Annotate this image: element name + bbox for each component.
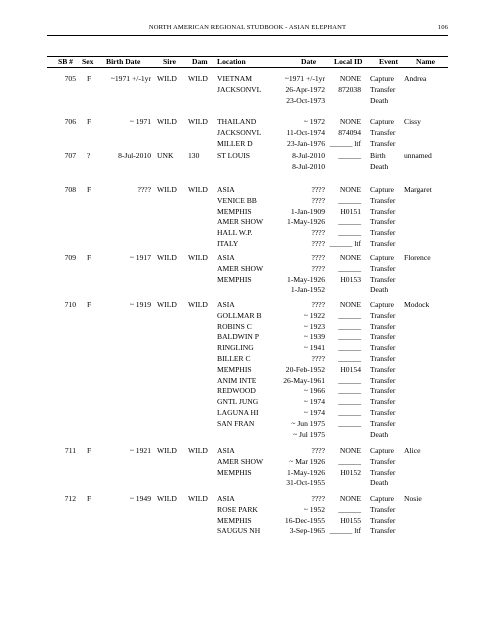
sex: F: [87, 253, 92, 262]
event-location: REDWOOD: [217, 386, 256, 396]
event-location: AMER SHOW: [217, 217, 264, 227]
event-location: SAUGUS NH: [217, 526, 261, 536]
event-local-id: H0155: [340, 515, 361, 525]
event-date: ~ 1922: [303, 310, 325, 320]
event-date: 11-Oct-1974: [286, 127, 325, 137]
sex: F: [87, 494, 92, 503]
birth-date: ~ 1971: [129, 117, 151, 126]
event-date: ????: [311, 494, 325, 503]
event-location: LAGUNA HI: [217, 408, 259, 417]
birth-date: ~1971 +/-1yr: [110, 74, 151, 83]
event-date: 23-Jan-1976: [287, 138, 325, 148]
event-type: Transfer: [370, 343, 396, 353]
event-date: ????: [311, 253, 325, 262]
event-local-id: ______: [338, 418, 361, 428]
sex: F: [87, 185, 92, 194]
event-local-id: 872038: [338, 84, 361, 94]
event-local-id: NONE: [339, 253, 361, 262]
animal-name: Andrea: [404, 74, 427, 83]
event-date: ????: [311, 239, 325, 248]
event-type: Capture: [370, 253, 395, 262]
event-date: ~ Jul 1975: [293, 429, 325, 439]
event-date: 31-Oct-1955: [286, 478, 325, 488]
event-type: Transfer: [370, 467, 396, 477]
event-date: ~ 1974: [303, 408, 325, 417]
event-location: MEMPHIS: [217, 274, 252, 284]
event-type: Capture: [370, 185, 395, 194]
event-location: JACKSONVL: [217, 127, 262, 137]
event-type: Birth: [370, 151, 386, 160]
event-location: ASIA: [217, 300, 235, 309]
event-type: Death: [370, 429, 389, 439]
sex: F: [87, 74, 92, 83]
animal-name: unnamed: [404, 151, 432, 160]
dam: WILD: [188, 117, 208, 126]
event-local-id: NONE: [339, 117, 361, 126]
event-location: ST LOUIS: [217, 151, 250, 160]
event-date: ????: [311, 185, 325, 194]
event-location: AMER SHOW: [217, 263, 264, 273]
event-local-id: ______: [338, 504, 361, 514]
col-name: Name: [416, 57, 435, 66]
event-location: GOLLMAR B: [217, 310, 262, 320]
header-title: NORTH AMERICAN REGIONAL STUDBOOK - ASIAN ELEPHANT: [148, 24, 347, 31]
sb-number: 711: [64, 446, 76, 455]
col-sire: Sire: [163, 57, 176, 66]
col-date: Date: [301, 57, 317, 66]
event-location: BILLER C: [217, 354, 251, 363]
birth-date: ~ 1917: [129, 253, 151, 262]
event-type: Transfer: [370, 84, 396, 94]
event-local-id: ______: [338, 151, 361, 160]
event-local-id: ______: [338, 408, 361, 417]
event-type: Transfer: [370, 456, 396, 466]
event-date: ~ Mar 1926: [289, 456, 325, 466]
event-local-id: NONE: [339, 494, 361, 503]
event-date: ????: [311, 263, 325, 273]
sex: F: [87, 446, 92, 455]
event-date: 8-Jul-2010: [292, 151, 325, 160]
event-date: ~ Jun 1975: [291, 418, 325, 428]
event-local-id: H0154: [340, 364, 361, 374]
birth-date: ????: [137, 185, 151, 194]
event-date: ~ 1941: [303, 343, 325, 353]
col-event: Event: [379, 57, 398, 66]
event-type: Death: [370, 95, 389, 105]
page-number: 106: [437, 24, 448, 31]
header-rule: [47, 35, 448, 36]
event-type: Transfer: [370, 321, 396, 331]
sire: WILD: [157, 74, 177, 83]
event-date: 26-May-1961: [283, 375, 325, 385]
event-date: ????: [311, 354, 325, 363]
event-type: Transfer: [370, 375, 396, 385]
animal-name: Modock: [404, 300, 430, 309]
event-type: Capture: [370, 300, 395, 309]
event-local-id: ______: [338, 375, 361, 385]
event-local-id: ______: [338, 263, 361, 273]
sex: F: [87, 300, 92, 309]
event-location: ITALY: [217, 239, 239, 248]
sb-number: 709: [64, 253, 76, 262]
event-location: AMER SHOW: [217, 456, 264, 466]
event-date: 1-May-1926: [287, 274, 325, 284]
sire: WILD: [157, 117, 177, 126]
event-location: ASIA: [217, 446, 235, 455]
event-location: ASIA: [217, 494, 235, 503]
event-location: MEMPHIS: [217, 206, 252, 216]
event-location: ANIM INTE: [217, 375, 257, 385]
event-date: 3-Sep-1965: [289, 526, 325, 536]
dam: WILD: [188, 300, 208, 309]
animal-name: Alice: [404, 446, 421, 455]
event-type: Transfer: [370, 217, 396, 227]
col-sex: Sex: [82, 57, 94, 66]
event-type: Capture: [370, 74, 395, 83]
event-local-id: ______ ltf: [329, 526, 361, 536]
event-type: Transfer: [370, 138, 396, 148]
event-type: Transfer: [370, 526, 396, 536]
event-local-id: ______: [338, 456, 361, 466]
event-local-id: ______: [338, 310, 361, 320]
event-local-id: ______: [338, 217, 361, 227]
event-date: ????: [311, 300, 325, 309]
event-type: Transfer: [370, 418, 396, 428]
event-type: Transfer: [370, 274, 396, 284]
event-date: ~1971 +/-1yr: [284, 74, 325, 83]
event-location: BALDWIN P: [217, 332, 259, 342]
sire: WILD: [157, 446, 177, 455]
event-date: 26-Apr-1972: [285, 84, 325, 94]
event-local-id: ______ ltf: [329, 138, 361, 148]
event-location: ASIA: [217, 253, 235, 262]
event-type: Transfer: [370, 206, 396, 216]
animal-name: Cissy: [404, 117, 421, 126]
event-local-id: H0151: [340, 206, 361, 216]
event-date: 20-Feb-1952: [285, 364, 325, 374]
event-type: Transfer: [370, 310, 396, 320]
event-type: Transfer: [370, 397, 396, 407]
event-date: ~ 1939: [303, 332, 325, 342]
table-head-rule: [47, 67, 448, 68]
event-local-id: NONE: [339, 300, 361, 309]
col-dam: Dam: [192, 57, 208, 66]
event-location: MEMPHIS: [217, 364, 252, 374]
event-type: Transfer: [370, 332, 396, 342]
event-location: THAILAND: [217, 117, 257, 126]
event-type: Transfer: [370, 228, 396, 238]
event-date: 23-Oct-1973: [286, 95, 325, 105]
event-date: 1-May-1926: [287, 217, 325, 227]
event-date: ????: [311, 446, 325, 455]
event-date: 1-Jan-1952: [290, 285, 325, 295]
sire: WILD: [157, 300, 177, 309]
event-local-id: NONE: [339, 74, 361, 83]
event-date: ~ 1972: [303, 117, 325, 126]
event-local-id: ______: [338, 343, 361, 353]
sb-number: 710: [64, 300, 76, 309]
event-location: SAN FRAN: [217, 418, 255, 428]
animal-name: Nosie: [404, 494, 422, 503]
event-location: HALL W.P.: [217, 228, 253, 238]
event-local-id: ______: [338, 228, 361, 238]
sire: UNK: [157, 151, 174, 160]
sex: ?: [87, 151, 91, 160]
event-local-id: ______: [338, 195, 361, 205]
event-type: Capture: [370, 117, 395, 126]
event-type: Transfer: [370, 408, 396, 417]
event-location: GNTL JUNG: [217, 397, 259, 407]
event-local-id: ______: [338, 321, 361, 331]
birth-date: 8-Jul-2010: [118, 151, 151, 160]
event-location: ROSE PARK: [217, 504, 258, 514]
event-local-id: ______: [338, 332, 361, 342]
event-date: ~ 1952: [303, 504, 325, 514]
event-date: ~ 1974: [303, 397, 325, 407]
animal-name: Margaret: [404, 185, 432, 194]
event-local-id: ______: [338, 397, 361, 407]
col-local-id: Local ID: [334, 57, 363, 66]
event-local-id: NONE: [339, 185, 361, 194]
event-location: VENICE BB: [217, 195, 257, 205]
col-sb: SB #: [58, 57, 73, 66]
event-local-id: ______: [338, 386, 361, 396]
animal-name: Florence: [404, 253, 431, 262]
col-birth-date: Birth Date: [106, 57, 141, 66]
sire: WILD: [157, 494, 177, 503]
event-date: ~ 1923: [303, 321, 325, 331]
event-location: MILLER D: [217, 138, 253, 148]
event-type: Transfer: [370, 386, 396, 396]
dam: WILD: [188, 494, 208, 503]
event-local-id: ______ ltf: [329, 239, 361, 248]
event-local-id: H0152: [340, 467, 361, 477]
event-type: Transfer: [370, 354, 396, 363]
event-date: 16-Dec-1955: [284, 515, 325, 525]
event-type: Death: [370, 478, 389, 488]
event-location: ASIA: [217, 185, 235, 194]
event-type: Transfer: [370, 504, 396, 514]
sb-number: 705: [64, 74, 76, 83]
event-local-id: ______: [338, 354, 361, 363]
dam: WILD: [188, 446, 208, 455]
event-type: Death: [370, 285, 389, 295]
col-location: Location: [217, 57, 246, 66]
dam: WILD: [188, 74, 208, 83]
event-date: 1-Jan-1909: [290, 206, 325, 216]
event-location: VIETNAM: [217, 74, 253, 83]
event-type: Transfer: [370, 364, 396, 374]
birth-date: ~ 1921: [129, 446, 151, 455]
event-location: MEMPHIS: [217, 467, 252, 477]
event-location: RINGLING: [217, 343, 254, 353]
event-type: Transfer: [370, 127, 396, 137]
event-type: Death: [370, 161, 389, 171]
event-type: Transfer: [370, 263, 396, 273]
event-date: ????: [311, 228, 325, 238]
dam: WILD: [188, 185, 208, 194]
event-local-id: H0153: [340, 274, 361, 284]
event-date: 1-May-1926: [287, 467, 325, 477]
birth-date: ~ 1949: [129, 494, 151, 503]
event-type: Capture: [370, 446, 395, 455]
event-type: Transfer: [370, 195, 396, 205]
event-date: ????: [311, 195, 325, 205]
event-type: Transfer: [370, 239, 396, 248]
event-location: MEMPHIS: [217, 515, 252, 525]
event-location: ROBINS C: [217, 321, 252, 331]
sex: F: [87, 117, 92, 126]
event-type: Transfer: [370, 515, 396, 525]
dam: WILD: [188, 253, 208, 262]
event-location: JACKSONVL: [217, 84, 262, 94]
event-local-id: NONE: [339, 446, 361, 455]
birth-date: ~ 1919: [129, 300, 151, 309]
sire: WILD: [157, 253, 177, 262]
dam: 130: [188, 151, 200, 160]
sb-number: 707: [64, 151, 76, 160]
event-local-id: 874094: [338, 127, 361, 137]
event-date: 8-Jul-2010: [292, 161, 325, 171]
sb-number: 706: [64, 117, 76, 126]
sb-number: 712: [64, 494, 76, 503]
sb-number: 708: [64, 185, 76, 194]
sire: WILD: [157, 185, 177, 194]
event-type: Capture: [370, 494, 395, 503]
event-date: ~ 1966: [303, 386, 325, 396]
